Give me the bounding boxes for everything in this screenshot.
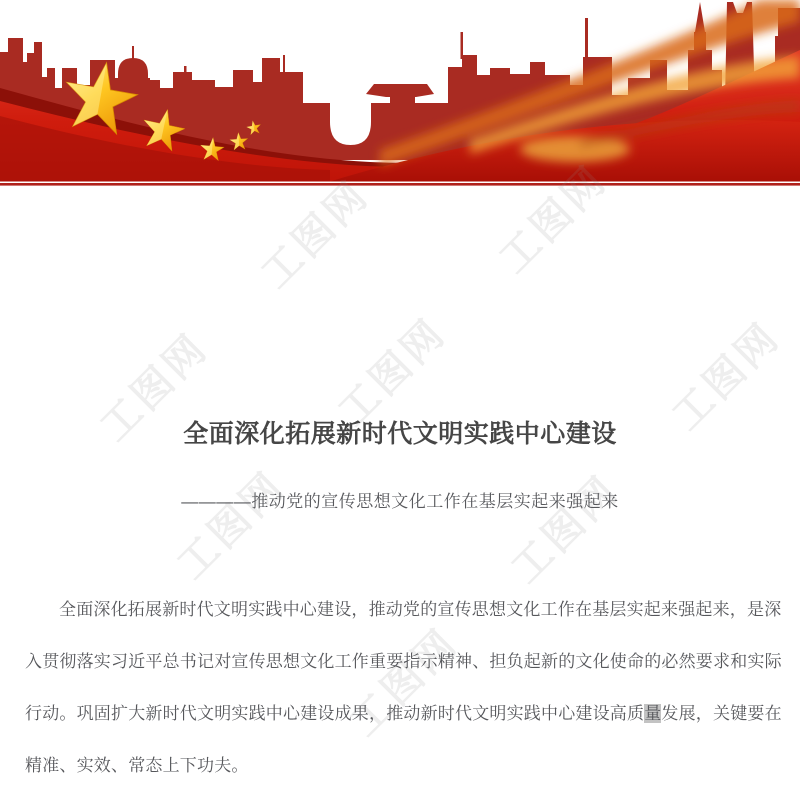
line3-text: 行动。巩固扩大新时代文明实践中心建设成果，推动新时代文明实践中心建设高质 bbox=[25, 704, 645, 723]
paragraph-line-1: 全面深化拓展新时代文明实践中心建设，推动党的宣传思想文化工作在基层实起来强起来，是深 bbox=[59, 600, 782, 619]
paragraph-line-2: 入贯彻落实习近平总书记对宣传思想文化工作重要指示精神、担负起新的文化使命的必然要求和实际 bbox=[25, 652, 782, 671]
page-title: 全面深化拓展新时代文明实践中心建设 bbox=[183, 419, 617, 448]
watermark: 工图网 bbox=[169, 463, 294, 588]
watermark: 工图网 bbox=[253, 172, 378, 297]
paragraph-line-3 bbox=[25, 688, 781, 740]
watermark: 工图网 bbox=[330, 310, 455, 435]
body-paragraph bbox=[25, 584, 781, 792]
watermark: 工图网 bbox=[664, 314, 789, 439]
line3-text: 发展，关键要在 bbox=[661, 704, 782, 723]
highlighted-character: 量 bbox=[644, 704, 662, 723]
watermark: 工图网 bbox=[342, 620, 467, 745]
watermark: 工图网 bbox=[503, 467, 628, 592]
paragraph-line-4: 精准、实效、常态上下功夫。 bbox=[25, 756, 249, 775]
watermark: 工图网 bbox=[491, 157, 616, 282]
subtitle: ————推动党的宣传思想文化工作在基层实起来强起来 bbox=[181, 492, 619, 511]
watermark: 工图网 bbox=[92, 325, 217, 450]
